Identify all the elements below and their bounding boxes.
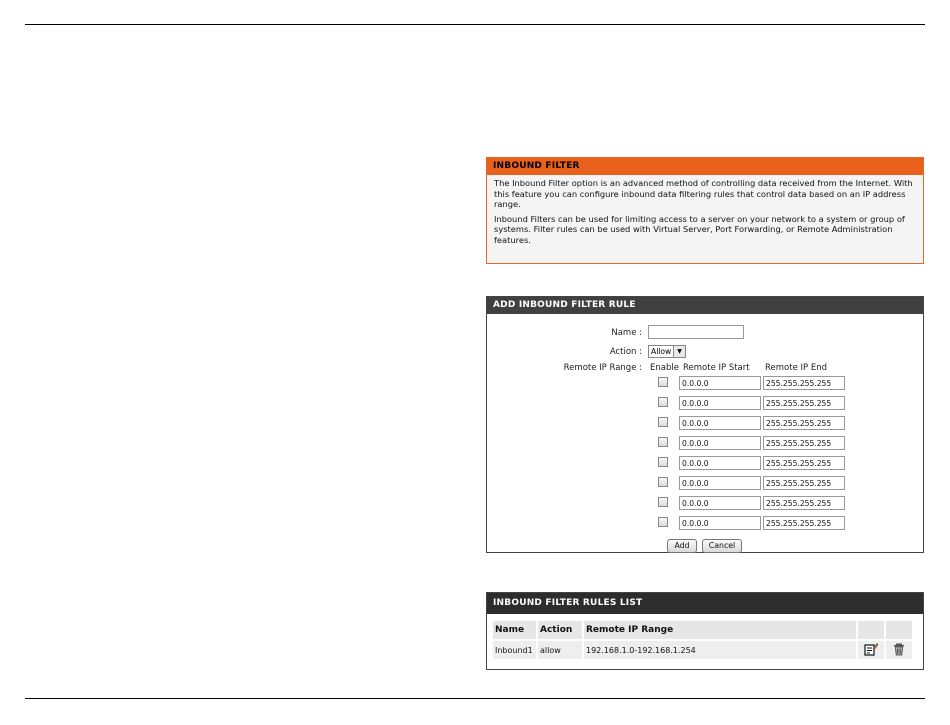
- remote-ip-start-input[interactable]: [679, 516, 761, 530]
- action-column-header: Action: [538, 621, 582, 639]
- bottom-divider: [25, 698, 925, 699]
- add-rule-panel-title: ADD INBOUND FILTER RULE: [487, 297, 923, 314]
- rules-table-header: [493, 621, 912, 639]
- add-inbound-filter-rule-panel: [486, 296, 924, 553]
- enable-checkbox[interactable]: [658, 417, 668, 427]
- remote-ip-start-header: Remote IP Start: [683, 363, 750, 373]
- inbound-filter-info-panel: [486, 157, 924, 264]
- add-button[interactable]: Add: [667, 539, 697, 553]
- action-select-value: Allow: [651, 347, 672, 356]
- remote-ip-start-input[interactable]: [679, 436, 761, 450]
- remote-ip-start-input[interactable]: [679, 396, 761, 410]
- range-column-header: Remote IP Range: [584, 621, 856, 639]
- rule-name: Inbound1: [493, 641, 536, 659]
- enable-checkbox[interactable]: [658, 377, 668, 387]
- rules-list-title: INBOUND FILTER RULES LIST: [487, 593, 923, 614]
- enable-column-header: Enable: [650, 363, 679, 373]
- info-paragraph-1: The Inbound Filter option is an advanced method of controlling data received from the Internet. With this feature you can configure inbound data filtering rules that control data based on an IP address range.: [494, 178, 913, 210]
- remote-ip-end-input[interactable]: [763, 516, 845, 530]
- remote-ip-start-input[interactable]: [679, 376, 761, 390]
- enable-checkbox[interactable]: [658, 477, 668, 487]
- inbound-filter-rules-list-panel: [486, 592, 924, 670]
- remote-ip-end-input[interactable]: [763, 476, 845, 490]
- enable-checkbox[interactable]: [658, 497, 668, 507]
- top-divider: [25, 24, 925, 25]
- table-row: [493, 641, 912, 659]
- action-select[interactable]: [648, 345, 686, 358]
- cancel-button[interactable]: Cancel: [702, 539, 742, 553]
- remote-ip-end-input[interactable]: [763, 396, 845, 410]
- name-label: Name :: [611, 328, 642, 338]
- chevron-down-icon[interactable]: ▼: [673, 346, 685, 357]
- name-input[interactable]: [648, 325, 744, 339]
- remote-ip-end-input[interactable]: [763, 416, 845, 430]
- name-column-header: Name: [493, 621, 536, 639]
- rule-action: allow: [538, 641, 582, 659]
- rule-range: 192.168.1.0-192.168.1.254: [584, 641, 856, 659]
- info-panel-title: INBOUND FILTER: [487, 158, 923, 175]
- remote-ip-end-input[interactable]: [763, 496, 845, 510]
- remote-ip-start-input[interactable]: [679, 456, 761, 470]
- info-paragraph-2: Inbound Filters can be used for limiting access to a server on your network to a system or group of systems. Filter rules can be used with Virtual Server, Port Forwarding, or Remote Administration features.: [494, 213, 905, 245]
- remote-ip-end-input[interactable]: [763, 436, 845, 450]
- remote-ip-range-label: Remote IP Range :: [563, 363, 642, 373]
- remote-ip-end-input[interactable]: [763, 456, 845, 470]
- rules-table: [491, 619, 914, 661]
- action-label: Action :: [609, 347, 642, 357]
- trash-icon[interactable]: [892, 642, 906, 656]
- remote-ip-end-header: Remote IP End: [765, 363, 827, 373]
- enable-checkbox[interactable]: [658, 457, 668, 467]
- enable-checkbox[interactable]: [658, 437, 668, 447]
- edit-icon[interactable]: [864, 642, 878, 656]
- remote-ip-start-input[interactable]: [679, 476, 761, 490]
- enable-checkbox[interactable]: [658, 517, 668, 527]
- enable-checkbox[interactable]: [658, 397, 668, 407]
- remote-ip-end-input[interactable]: [763, 376, 845, 390]
- remote-ip-start-input[interactable]: [679, 416, 761, 430]
- remote-ip-start-input[interactable]: [679, 496, 761, 510]
